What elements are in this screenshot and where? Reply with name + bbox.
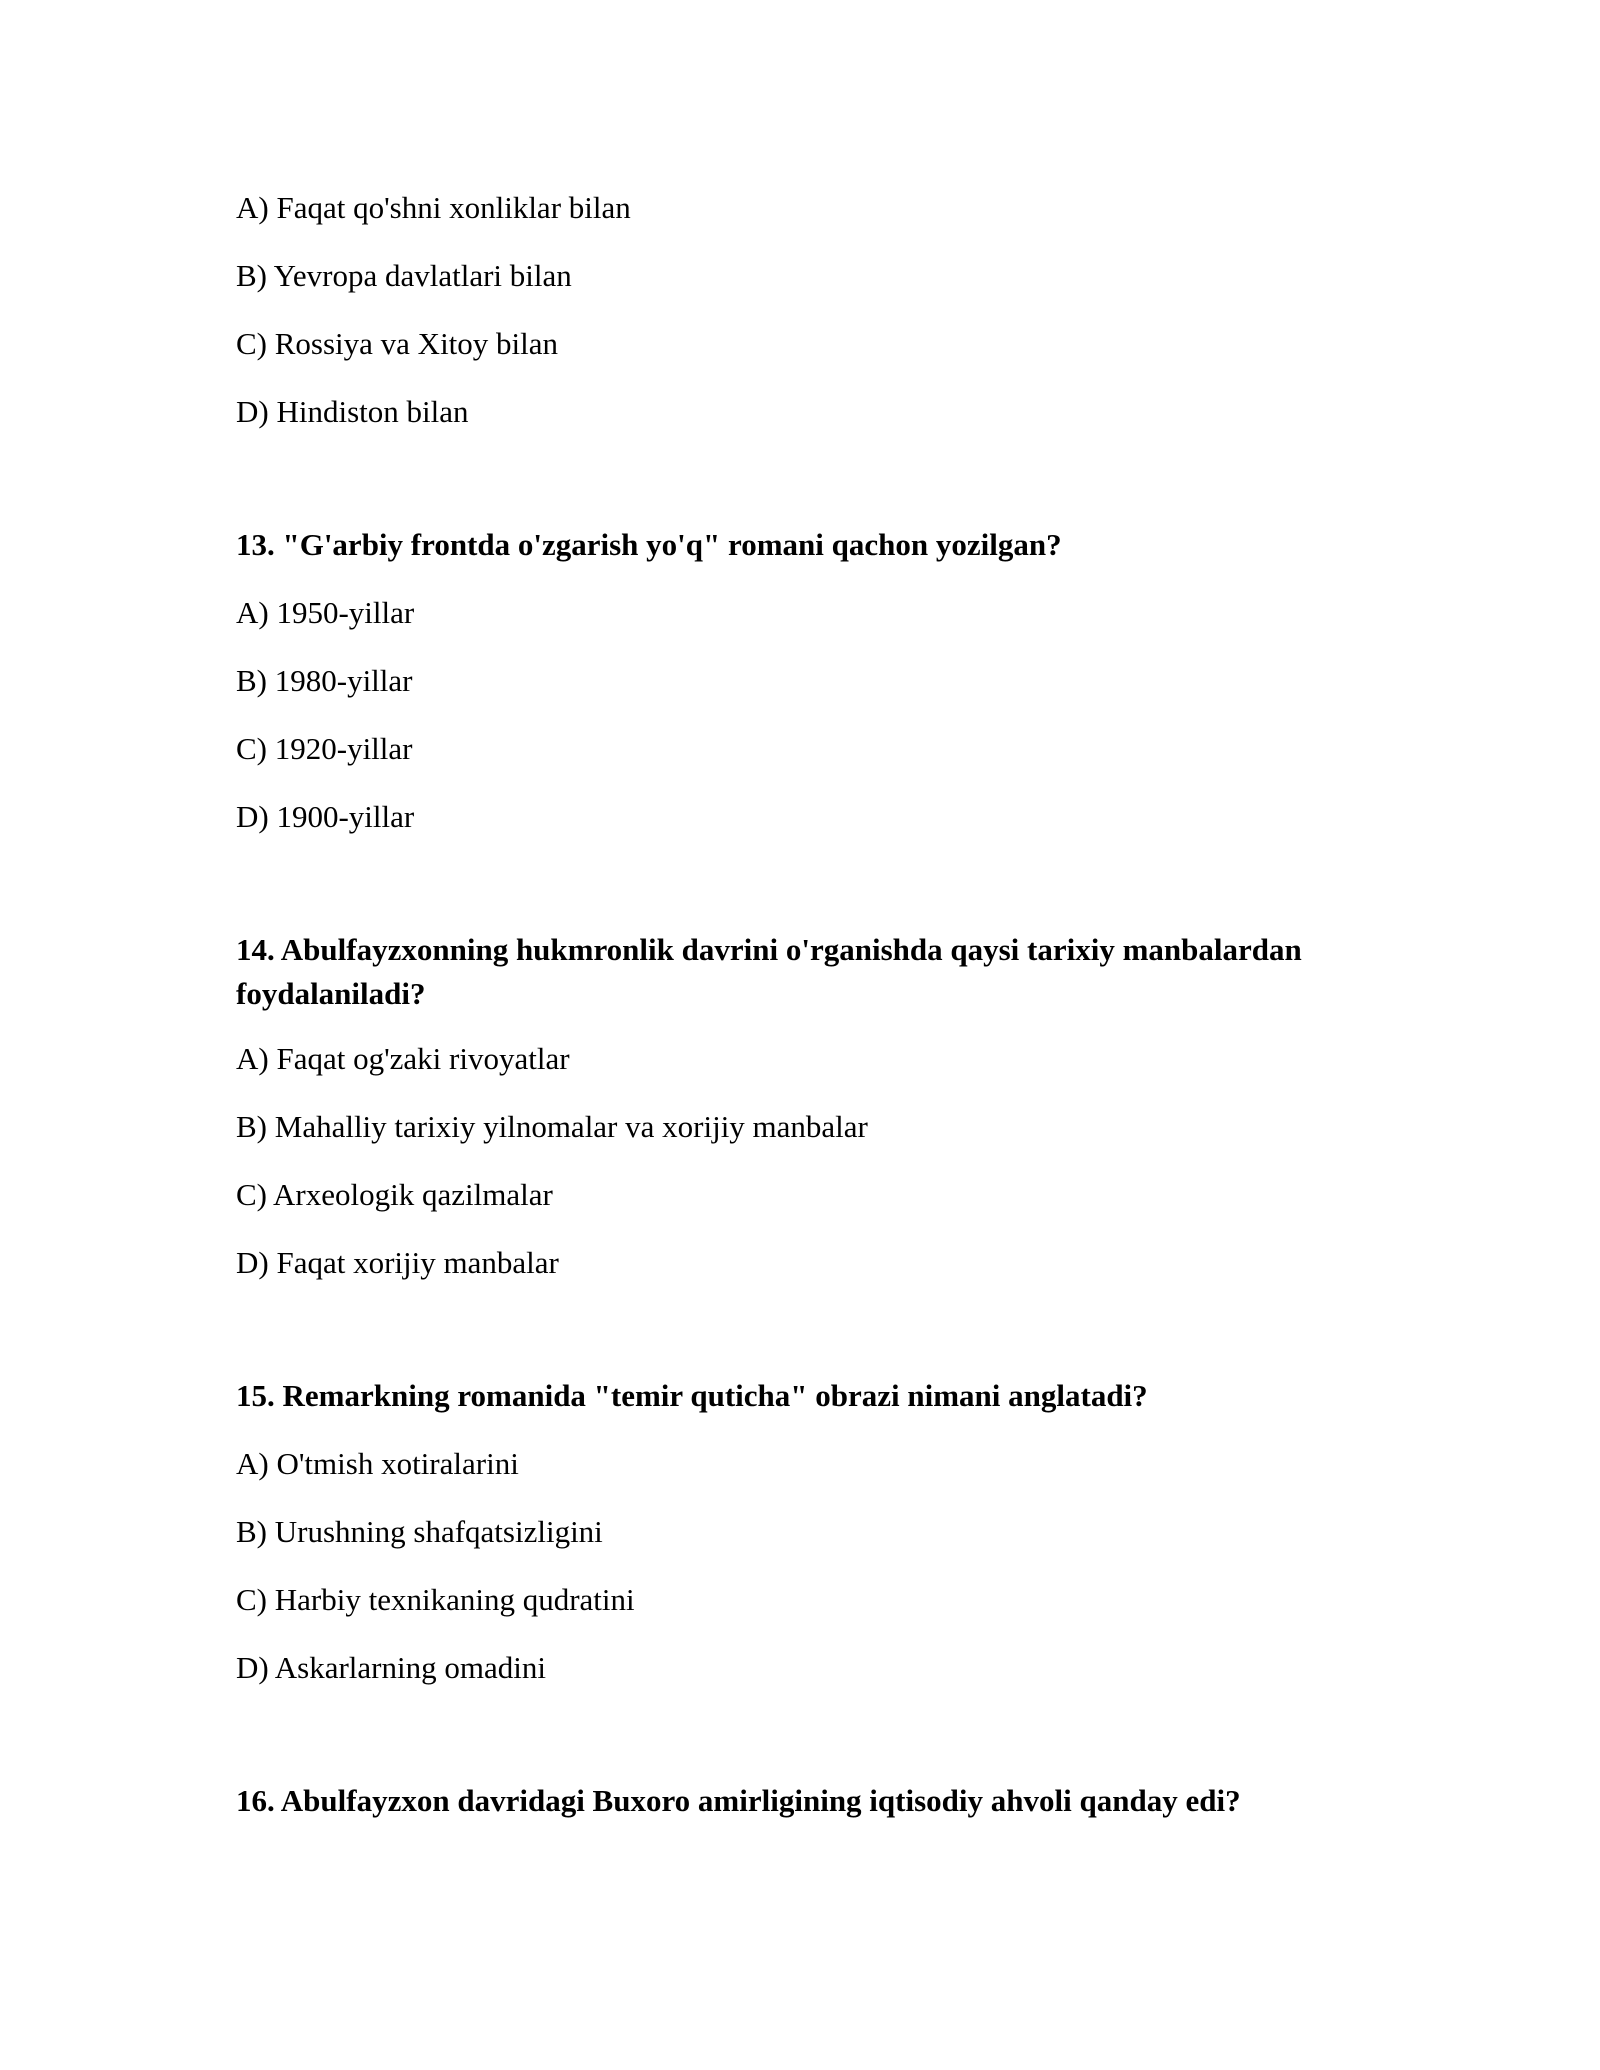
answer-option: A) 1950-yillar	[236, 595, 415, 630]
answer-option: A) Faqat qo'shni xonliklar bilan	[236, 190, 631, 225]
question-16-text: 16. Abulfayzxon davridagi Buxoro amirligining iqtisodiy ahvoli qanday edi?	[236, 1783, 1241, 1818]
answer-option: B) 1980-yillar	[236, 663, 413, 698]
answer-option: D) 1900-yillar	[236, 799, 415, 834]
answer-option: A) Faqat og'zaki rivoyatlar	[236, 1041, 570, 1076]
question-15-text: 15. Remarkning romanida "temir quticha" obrazi nimani anglatadi?	[236, 1378, 1148, 1413]
answer-option: B) Mahalliy tarixiy yilnomalar va xorijiy manbalar	[236, 1109, 868, 1144]
answer-option: C) Arxeologik qazilmalar	[236, 1177, 553, 1212]
answer-option: D) Askarlarning omadini	[236, 1650, 546, 1685]
question-13-text: 13. "G'arbiy frontda o'zgarish yo'q" romani qachon yozilgan?	[236, 527, 1062, 562]
answer-option: B) Yevropa davlatlari bilan	[236, 258, 572, 293]
answer-option: D) Hindiston bilan	[236, 394, 469, 429]
answer-option: D) Faqat xorijiy manbalar	[236, 1245, 559, 1280]
question-14-text: 14. Abulfayzxonning hukmronlik davrini o'rganishda qaysi tarixiy manbalardan foydalaniladi?	[236, 932, 1302, 1011]
answer-option: A) O'tmish xotiralarini	[236, 1446, 519, 1481]
answer-option: B) Urushning shafqatsizligini	[236, 1514, 603, 1549]
answer-option: C) Harbiy texnikaning qudratini	[236, 1582, 635, 1617]
answer-option: C) 1920-yillar	[236, 731, 413, 766]
answer-option: C) Rossiya va Xitoy bilan	[236, 326, 559, 361]
